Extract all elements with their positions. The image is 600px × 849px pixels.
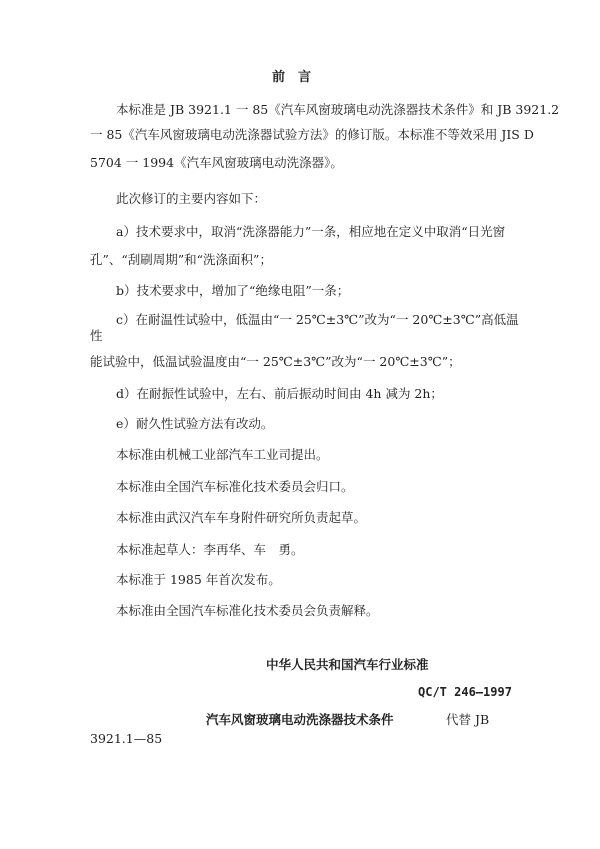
paragraph-line: 本标准是 JB 3921.1 一 85《汽车风窗玻璃电动洗涤器技术条件》和 JB 3921.2 [116, 102, 560, 117]
statement: 本标准由全国汽车标准化技术委员会归口。 [116, 479, 354, 494]
item-c-line: 性 [90, 328, 103, 343]
standard-code: QC/T 246—1997 [418, 685, 512, 699]
item-d: d）在耐振性试验中，左右、前后振动时间由 4h 减为 2h； [116, 386, 443, 401]
statement: 本标准由机械工业部汽车工业司提出。 [116, 447, 329, 462]
foreword-title: 前 言 [272, 70, 312, 85]
item-a-line: 孔”、“刮刷周期”和“洗涤面积”； [90, 252, 272, 267]
item-e: e）耐久性试验方法有改动。 [116, 416, 274, 431]
statement: 本标准由全国汽车标准化技术委员会负责解释。 [116, 603, 379, 618]
standard-title: 汽车风窗玻璃电动洗涤器技术条件 [206, 712, 394, 727]
item-c-line: c）在耐温性试验中，低温由“一 25℃±3℃”改为“一 20℃±3℃”高低温 [116, 312, 519, 327]
replaces-continued: 3921.1—85 [90, 731, 163, 746]
paragraph-line: 一 85《汽车风窗玻璃电动洗涤器试验方法》的修订版。本标准不等效采用 JIS D [90, 127, 534, 142]
item-a-line: a）技术要求中，取消“洗涤器能力”一条，相应地在定义中取消“日光窗 [116, 224, 506, 239]
item-b: b）技术要求中，增加了“绝缘电阻”一条； [116, 283, 350, 298]
changes-intro: 此次修订的主要内容如下： [116, 191, 267, 206]
statement: 本标准起草人：李再华、车 勇。 [116, 542, 304, 557]
item-c-line: 能试验中，低温试验温度由“一 25℃±3℃”改为“一 20℃±3℃”； [90, 354, 461, 369]
replaces-label: 代替 JB [446, 712, 490, 727]
standard-authority: 中华人民共和国汽车行业标准 [266, 657, 429, 672]
paragraph-line: 5704 一 1994《汽车风窗玻璃电动洗涤器》。 [90, 155, 343, 170]
statement: 本标准由武汉汽车车身附件研究所负责起草。 [116, 510, 367, 525]
statement: 本标准于 1985 年首次发布。 [116, 572, 281, 587]
